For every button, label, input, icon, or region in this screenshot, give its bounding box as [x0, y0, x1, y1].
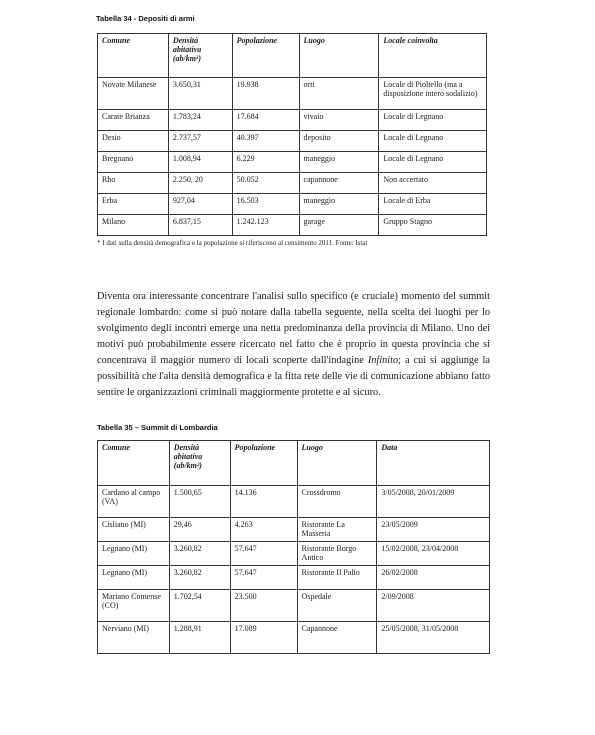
table34-cell-locale: Gruppo Stagno	[379, 215, 487, 236]
table34-header-row	[98, 34, 487, 78]
table35-cell-popolazione: 4.263	[230, 518, 297, 542]
table-row	[98, 542, 490, 566]
table35-cell-data: 26/02/2008	[377, 566, 490, 590]
table34-cell-comune: Carate Brianza	[98, 110, 169, 131]
table34-cell-locale: Locale di Legnano	[379, 131, 487, 152]
table35-cell-comune: Nerviano (MI)	[98, 622, 170, 654]
table-row	[98, 518, 490, 542]
table34-cell-luogo: deposito	[299, 131, 379, 152]
table35-caption: Tabella 35 – Summit di Lombardia	[97, 423, 218, 432]
table35-cell-popolazione: 57.647	[230, 566, 297, 590]
table35-cell-densita: 29,46	[169, 518, 230, 542]
table34-cell-locale: Non accertato	[379, 173, 487, 194]
table35-cell-luogo: Ristorante Il Palio	[297, 566, 377, 590]
table35-cell-data: 25/05/2008, 31/05/2008	[377, 622, 490, 654]
paragraph-text-start: Diventa ora interessante concentrare l'analisi sullo specifico (e cruciale) momento del summit regionale lombardo: come si può notare dalla tabella seguente, nella scelta dei luoghi per lo svolgimento degli incontri emerge una netta predominanza della provincia di Milano. Uno dei motivi può probabilmente essere ricercato nel fatto che è proprio in questa provincia che si concentrava il maggior numero di locali scoperte dall'indagine	[97, 291, 490, 366]
table35-cell-densita: 1.702,54	[169, 590, 230, 622]
table35-cell-densita: 3.260,82	[169, 566, 230, 590]
table34-header-luogo: Luogo	[299, 34, 379, 78]
table35-cell-comune: Cardano al campo (VA)	[98, 486, 170, 518]
table34	[97, 33, 487, 236]
table35-cell-popolazione: 17.089	[230, 622, 297, 654]
table35-header-popolazione: Popolazione	[230, 441, 297, 486]
table35-cell-comune: Cisliano (MI)	[98, 518, 170, 542]
table35-cell-luogo: Ospedale	[297, 590, 377, 622]
paragraph-text-end: ; a cui si aggiunge la possibilità che l'alta densità demografica e la fitta rete delle vie di comunicazione abbiano fatto sentire le organizzazioni criminali maggiormente protette e al sicuro.	[97, 355, 490, 398]
table35-cell-luogo: Ristorante Borgo Antico	[297, 542, 377, 566]
table34-cell-popolazione: 16.503	[232, 194, 299, 215]
table34-footnote: * I dati sulla densità demografica e la popolazione si riferiscono al censimento 2011. Fonte: Istat	[97, 239, 368, 247]
table34-cell-locale: Locale di Legnano	[379, 110, 487, 131]
table34-header-comune: Comune	[98, 34, 169, 78]
table-row	[98, 131, 487, 152]
table34-cell-luogo: vivaio	[299, 110, 379, 131]
table34-cell-densita: 927,04	[168, 194, 232, 215]
table34-cell-densita: 1.008,94	[168, 152, 232, 173]
table35-cell-popolazione: 14.136	[230, 486, 297, 518]
table35-cell-data: 23/05/2009	[377, 518, 490, 542]
table34-cell-locale: Locale di Pioltello (ma a disposizione intero sodalizio)	[379, 78, 487, 110]
table35-cell-data: 15/02/2008, 23/04/2008	[377, 542, 490, 566]
table34-cell-comune: Erba	[98, 194, 169, 215]
table35-header-row	[98, 441, 490, 486]
table34-cell-luogo: capannone	[299, 173, 379, 194]
table35-cell-data: 2/09/2008	[377, 590, 490, 622]
table35-cell-luogo: Ristorante La Masseria	[297, 518, 377, 542]
table35-header-comune: Comune	[98, 441, 170, 486]
table34-cell-locale: Locale di Legnano	[379, 152, 487, 173]
table35-cell-comune: Legnano (MI)	[98, 542, 170, 566]
table-row	[98, 78, 487, 110]
table-row	[98, 590, 490, 622]
table34-cell-densita: 6.837,15	[168, 215, 232, 236]
table34-cell-locale: Locale di Erba	[379, 194, 487, 215]
table35-cell-densita: 1.500,65	[169, 486, 230, 518]
table35-header-densita: Densità abitativa (ab/km²)	[169, 441, 230, 486]
table34-cell-comune: Rho	[98, 173, 169, 194]
table-row	[98, 110, 487, 131]
table34-cell-popolazione: 40.397	[232, 131, 299, 152]
table35-cell-comune: Legnano (MI)	[98, 566, 170, 590]
table34-cell-densita: 1.783,24	[168, 110, 232, 131]
table34-cell-luogo: orti	[299, 78, 379, 110]
table-row	[98, 173, 487, 194]
table-row	[98, 566, 490, 590]
table-row	[98, 194, 487, 215]
table34-cell-densita: 2.737,57	[168, 131, 232, 152]
table34-cell-comune: Desio	[98, 131, 169, 152]
table-row	[98, 215, 487, 236]
table34-cell-luogo: maneggio	[299, 152, 379, 173]
table34-cell-densita: 3.650,31	[168, 78, 232, 110]
table34-cell-popolazione: 6.229	[232, 152, 299, 173]
table35	[97, 440, 490, 654]
table34-cell-comune: Bregnano	[98, 152, 169, 173]
table35-cell-data: 3/05/2008, 20/01/2009	[377, 486, 490, 518]
table35-cell-densita: 1.288,91	[169, 622, 230, 654]
table35-cell-popolazione: 57.647	[230, 542, 297, 566]
table35-cell-luogo: Capannone	[297, 622, 377, 654]
table-row	[98, 486, 490, 518]
table34-header-popolazione: Popolazione	[232, 34, 299, 78]
table35-cell-luogo: Crossdromo	[297, 486, 377, 518]
body-paragraph	[97, 289, 490, 401]
table34-cell-popolazione: 19.938	[232, 78, 299, 110]
table-row	[98, 152, 487, 173]
table34-cell-popolazione: 17.684	[232, 110, 299, 131]
table34-header-densita: Densità abitativa (ab/km²)	[168, 34, 232, 78]
table35-cell-densita: 3.260,82	[169, 542, 230, 566]
table34-header-locale: Locale coinvolta	[379, 34, 487, 78]
table35-header-luogo: Luogo	[297, 441, 377, 486]
table35-cell-comune: Mariano Comense (CO)	[98, 590, 170, 622]
table34-cell-luogo: maneggio	[299, 194, 379, 215]
table34-cell-comune: Milano	[98, 215, 169, 236]
table35-cell-popolazione: 23.500	[230, 590, 297, 622]
paragraph-italic-term: Infinito	[367, 355, 399, 366]
table34-cell-popolazione: 50.052	[232, 173, 299, 194]
table34-cell-comune: Novate Milanese	[98, 78, 169, 110]
table35-header-data: Data	[377, 441, 490, 486]
table-row	[98, 622, 490, 654]
table34-cell-luogo: garage	[299, 215, 379, 236]
table34-cell-popolazione: 1.242.123	[232, 215, 299, 236]
table34-cell-densita: 2.250, 20	[168, 173, 232, 194]
table34-caption: Tabella 34 - Depositi di armi	[96, 14, 195, 23]
